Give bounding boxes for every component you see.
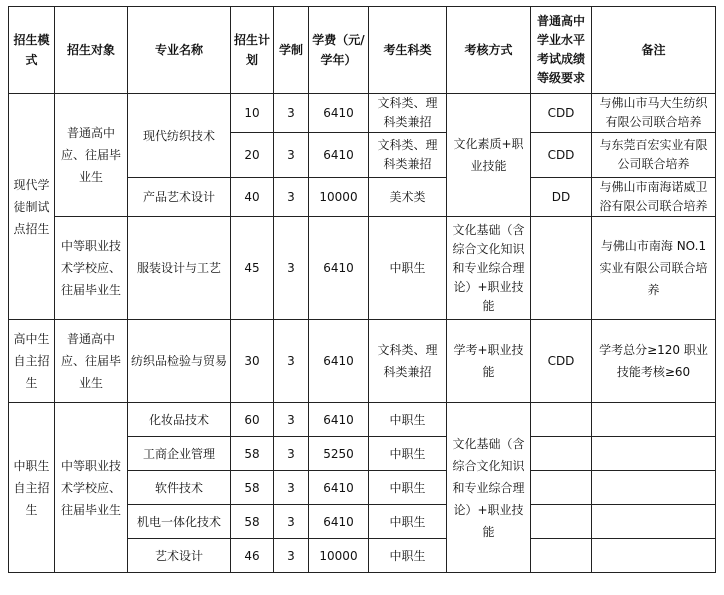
plan-cell: 58 — [231, 505, 274, 539]
plan-cell: 30 — [231, 320, 274, 403]
years-cell: 3 — [274, 320, 309, 403]
category-cell: 文科类、理科类兼招 — [369, 94, 447, 133]
header-row — [9, 7, 716, 94]
level-cell: CDD — [531, 133, 592, 178]
remark-cell — [592, 437, 716, 471]
years-cell: 3 — [274, 471, 309, 505]
category-cell: 美术类 — [369, 178, 447, 217]
header-years: 学制 — [274, 7, 309, 94]
plan-cell: 58 — [231, 437, 274, 471]
plan-cell: 58 — [231, 471, 274, 505]
header-mode: 招生模式 — [9, 7, 55, 94]
header-level: 普通高中学业水平考试成绩等级要求 — [531, 7, 592, 94]
major-cell: 机电一体化技术 — [128, 505, 231, 539]
table-row — [9, 94, 716, 133]
category-cell: 中职生 — [369, 505, 447, 539]
category-cell: 文科类、理科类兼招 — [369, 133, 447, 178]
level-cell: DD — [531, 178, 592, 217]
remark-cell — [592, 471, 716, 505]
header-fee: 学费（元/学年） — [309, 7, 369, 94]
target-cell: 普通高中应、往届毕业生 — [55, 320, 128, 403]
plan-cell: 60 — [231, 403, 274, 437]
major-cell: 服装设计与工艺 — [128, 217, 231, 320]
fee-cell: 6410 — [309, 320, 369, 403]
fee-cell: 6410 — [309, 133, 369, 178]
major-cell: 软件技术 — [128, 471, 231, 505]
major-cell: 现代纺织技术 — [128, 94, 231, 178]
exam-cell: 文化基础（含综合文化知识和专业综合理论）+职业技能 — [447, 403, 531, 573]
enrollment-table-wrapper — [8, 6, 716, 573]
mode-cell: 中职生自主招生 — [9, 403, 55, 573]
fee-cell: 6410 — [309, 471, 369, 505]
table-row — [9, 403, 716, 437]
exam-cell: 学考+职业技能 — [447, 320, 531, 403]
years-cell: 3 — [274, 403, 309, 437]
table-row — [9, 217, 716, 320]
level-cell — [531, 471, 592, 505]
plan-cell: 20 — [231, 133, 274, 178]
level-cell: CDD — [531, 320, 592, 403]
years-cell: 3 — [274, 217, 309, 320]
table-row — [9, 320, 716, 403]
major-cell: 纺织品检验与贸易 — [128, 320, 231, 403]
remark-cell: 学考总分≥120 职业技能考核≥60 — [592, 320, 716, 403]
years-cell: 3 — [274, 437, 309, 471]
fee-cell: 6410 — [309, 217, 369, 320]
header-target: 招生对象 — [55, 7, 128, 94]
target-cell: 中等职业技术学校应、往届毕业生 — [55, 403, 128, 573]
category-cell: 中职生 — [369, 539, 447, 573]
years-cell: 3 — [274, 94, 309, 133]
fee-cell: 5250 — [309, 437, 369, 471]
target-cell: 中等职业技术学校应、往届毕业生 — [55, 217, 128, 320]
enrollment-table — [8, 6, 716, 573]
header-category: 考生科类 — [369, 7, 447, 94]
header-major: 专业名称 — [128, 7, 231, 94]
major-cell: 工商企业管理 — [128, 437, 231, 471]
fee-cell: 6410 — [309, 505, 369, 539]
level-cell — [531, 437, 592, 471]
category-cell: 文科类、理科类兼招 — [369, 320, 447, 403]
years-cell: 3 — [274, 178, 309, 217]
years-cell: 3 — [274, 133, 309, 178]
major-cell: 艺术设计 — [128, 539, 231, 573]
major-cell: 产品艺术设计 — [128, 178, 231, 217]
level-cell — [531, 217, 592, 320]
fee-cell: 6410 — [309, 403, 369, 437]
remark-cell: 与佛山市南海诺威卫浴有限公司联合培养 — [592, 178, 716, 217]
header-plan: 招生计划 — [231, 7, 274, 94]
plan-cell: 40 — [231, 178, 274, 217]
exam-cell: 文化素质+职业技能 — [447, 94, 531, 217]
level-cell — [531, 505, 592, 539]
remark-cell: 与佛山市南海 NO.1 实业有限公司联合培养 — [592, 217, 716, 320]
years-cell: 3 — [274, 505, 309, 539]
mode-cell: 高中生自主招生 — [9, 320, 55, 403]
mode-cell: 现代学徒制试点招生 — [9, 94, 55, 320]
remark-cell — [592, 539, 716, 573]
fee-cell: 6410 — [309, 94, 369, 133]
fee-cell: 10000 — [309, 539, 369, 573]
plan-cell: 10 — [231, 94, 274, 133]
plan-cell: 46 — [231, 539, 274, 573]
category-cell: 中职生 — [369, 437, 447, 471]
level-cell — [531, 539, 592, 573]
fee-cell: 10000 — [309, 178, 369, 217]
remark-cell: 与东莞百宏实业有限公司联合培养 — [592, 133, 716, 178]
header-remark: 备注 — [592, 7, 716, 94]
category-cell: 中职生 — [369, 471, 447, 505]
target-cell: 普通高中应、往届毕业生 — [55, 94, 128, 217]
years-cell: 3 — [274, 539, 309, 573]
major-cell: 化妆品技术 — [128, 403, 231, 437]
remark-cell — [592, 403, 716, 437]
header-exam: 考核方式 — [447, 7, 531, 94]
level-cell: CDD — [531, 94, 592, 133]
category-cell: 中职生 — [369, 403, 447, 437]
remark-cell: 与佛山市马大生纺织有限公司联合培养 — [592, 94, 716, 133]
plan-cell: 45 — [231, 217, 274, 320]
exam-cell: 文化基础（含综合文化知识和专业综合理论）+职业技能 — [447, 217, 531, 320]
remark-cell — [592, 505, 716, 539]
category-cell: 中职生 — [369, 217, 447, 320]
level-cell — [531, 403, 592, 437]
